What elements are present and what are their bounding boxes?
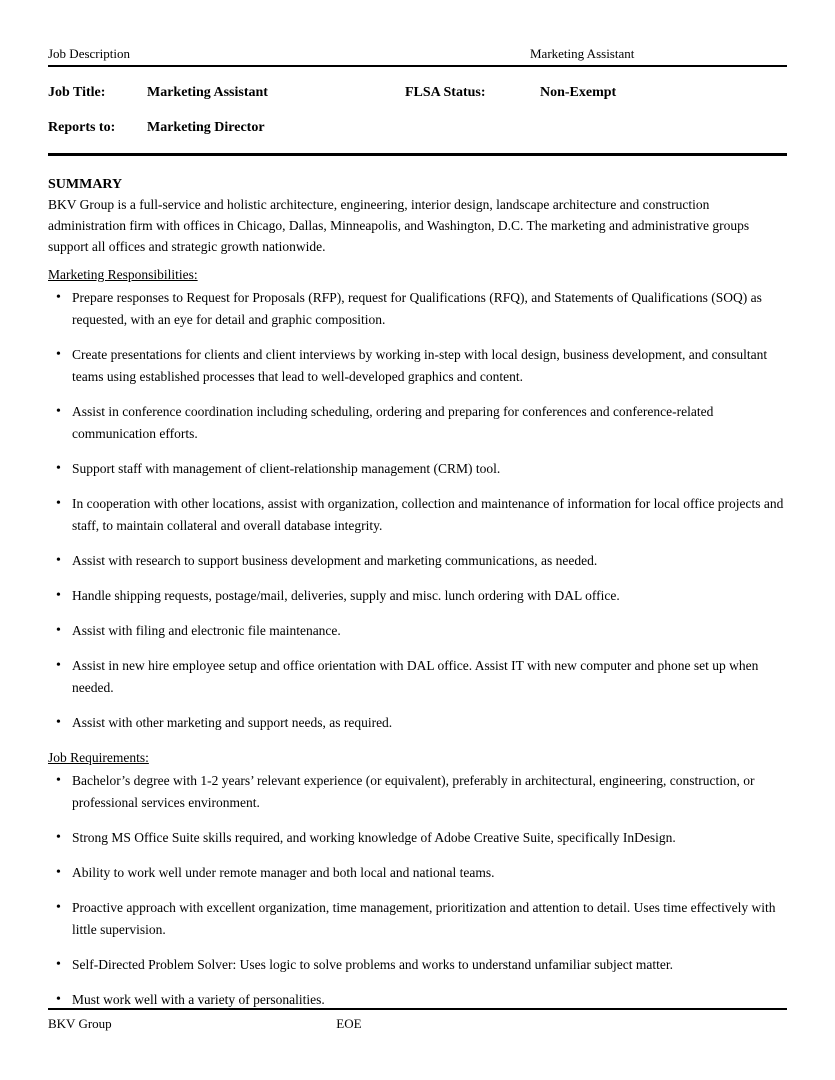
- bullet-item: • Handle shipping requests, postage/mail, deliveries, supply and misc. lunch ordering with DAL office.: [48, 585, 787, 607]
- job-title-label: Job Title:: [48, 85, 106, 100]
- page-header: [48, 46, 787, 67]
- marketing-responsibilities-section: [48, 264, 787, 734]
- summary-section: [48, 176, 787, 257]
- reports-to-label: Reports to:: [48, 120, 116, 135]
- bullet-item: • Must work well with a variety of personalities.: [48, 989, 787, 1011]
- marketing-responsibilities-list: [48, 287, 787, 734]
- job-requirements-heading: Job Requirements:: [48, 750, 149, 765]
- reports-to-value: Marketing Director: [147, 120, 265, 135]
- bullet-item: • Assist in conference coordination including scheduling, ordering and preparing for conferences and conference-related communication efforts.: [48, 401, 787, 445]
- bullet-item: • Strong MS Office Suite skills required, and working knowledge of Adobe Creative Suite, specifically InDesign.: [48, 827, 787, 849]
- job-requirements-section: [48, 747, 787, 1011]
- page-footer: [48, 1008, 787, 1031]
- flsa-status-label: FLSA Status:: [405, 85, 486, 100]
- bullet-item: • In cooperation with other locations, assist with organization, collection and maintenance of information for local office projects and staff, to maintain collateral and overall database integrity.: [48, 493, 787, 537]
- bullet-item: • Assist in new hire employee setup and office orientation with DAL office. Assist IT with new computer and phone set up when needed.: [48, 655, 787, 699]
- flsa-status-value: Non-Exempt: [540, 85, 617, 100]
- bullet-item: • Prepare responses to Request for Proposals (RFP), request for Qualifications (RFQ), and Statements of Qualifications (SOQ) as requested, with an eye for detail and graphic composition.: [48, 287, 787, 331]
- bullet-item: • Proactive approach with excellent organization, time management, prioritization and attention to detail. Uses time effectively with little supervision.: [48, 897, 787, 941]
- summary-heading: SUMMARY: [48, 177, 123, 192]
- footer-eoe-label: EOE: [336, 1016, 362, 1031]
- bullet-item: • Assist with research to support business development and marketing communications, as needed.: [48, 550, 787, 572]
- marketing-responsibilities-heading: Marketing Responsibilities:: [48, 267, 198, 282]
- bullet-item: • Assist with filing and electronic file maintenance.: [48, 620, 787, 642]
- title-block: [48, 85, 787, 136]
- bullet-item: • Support staff with management of client-relationship management (CRM) tool.: [48, 458, 787, 480]
- job-requirements-list: [48, 770, 787, 1011]
- job-title-value: Marketing Assistant: [147, 85, 268, 100]
- bullet-item: • Assist with other marketing and support needs, as required.: [48, 712, 787, 734]
- bullet-item: • Create presentations for clients and client interviews by working in-step with local design, business development, and consultant teams using established processes that lead to well-developed graphics and content.: [48, 344, 787, 388]
- title-divider-rule: [48, 153, 787, 156]
- header-doc-type: Job Description: [48, 46, 130, 61]
- header-doc-title: Marketing Assistant: [530, 46, 635, 61]
- footer-company-name: BKV Group: [48, 1016, 112, 1031]
- bullet-item: • Ability to work well under remote manager and both local and national teams.: [48, 862, 787, 884]
- bullet-item: • Self-Directed Problem Solver: Uses logic to solve problems and works to understand unfamiliar subject matter.: [48, 954, 787, 976]
- summary-body: BKV Group is a full-service and holistic architecture, engineering, interior design, landscape architecture and construction administration firm with offices in Chicago, Dallas, Minneapolis, and Washington, D.C. The marketing and administrative groups support all offices and strategic growth nationwide.: [48, 197, 750, 254]
- bullet-item: • Bachelor’s degree with 1-2 years’ relevant experience (or equivalent), preferably in architectural, engineering, construction, or professional services environment.: [48, 770, 787, 814]
